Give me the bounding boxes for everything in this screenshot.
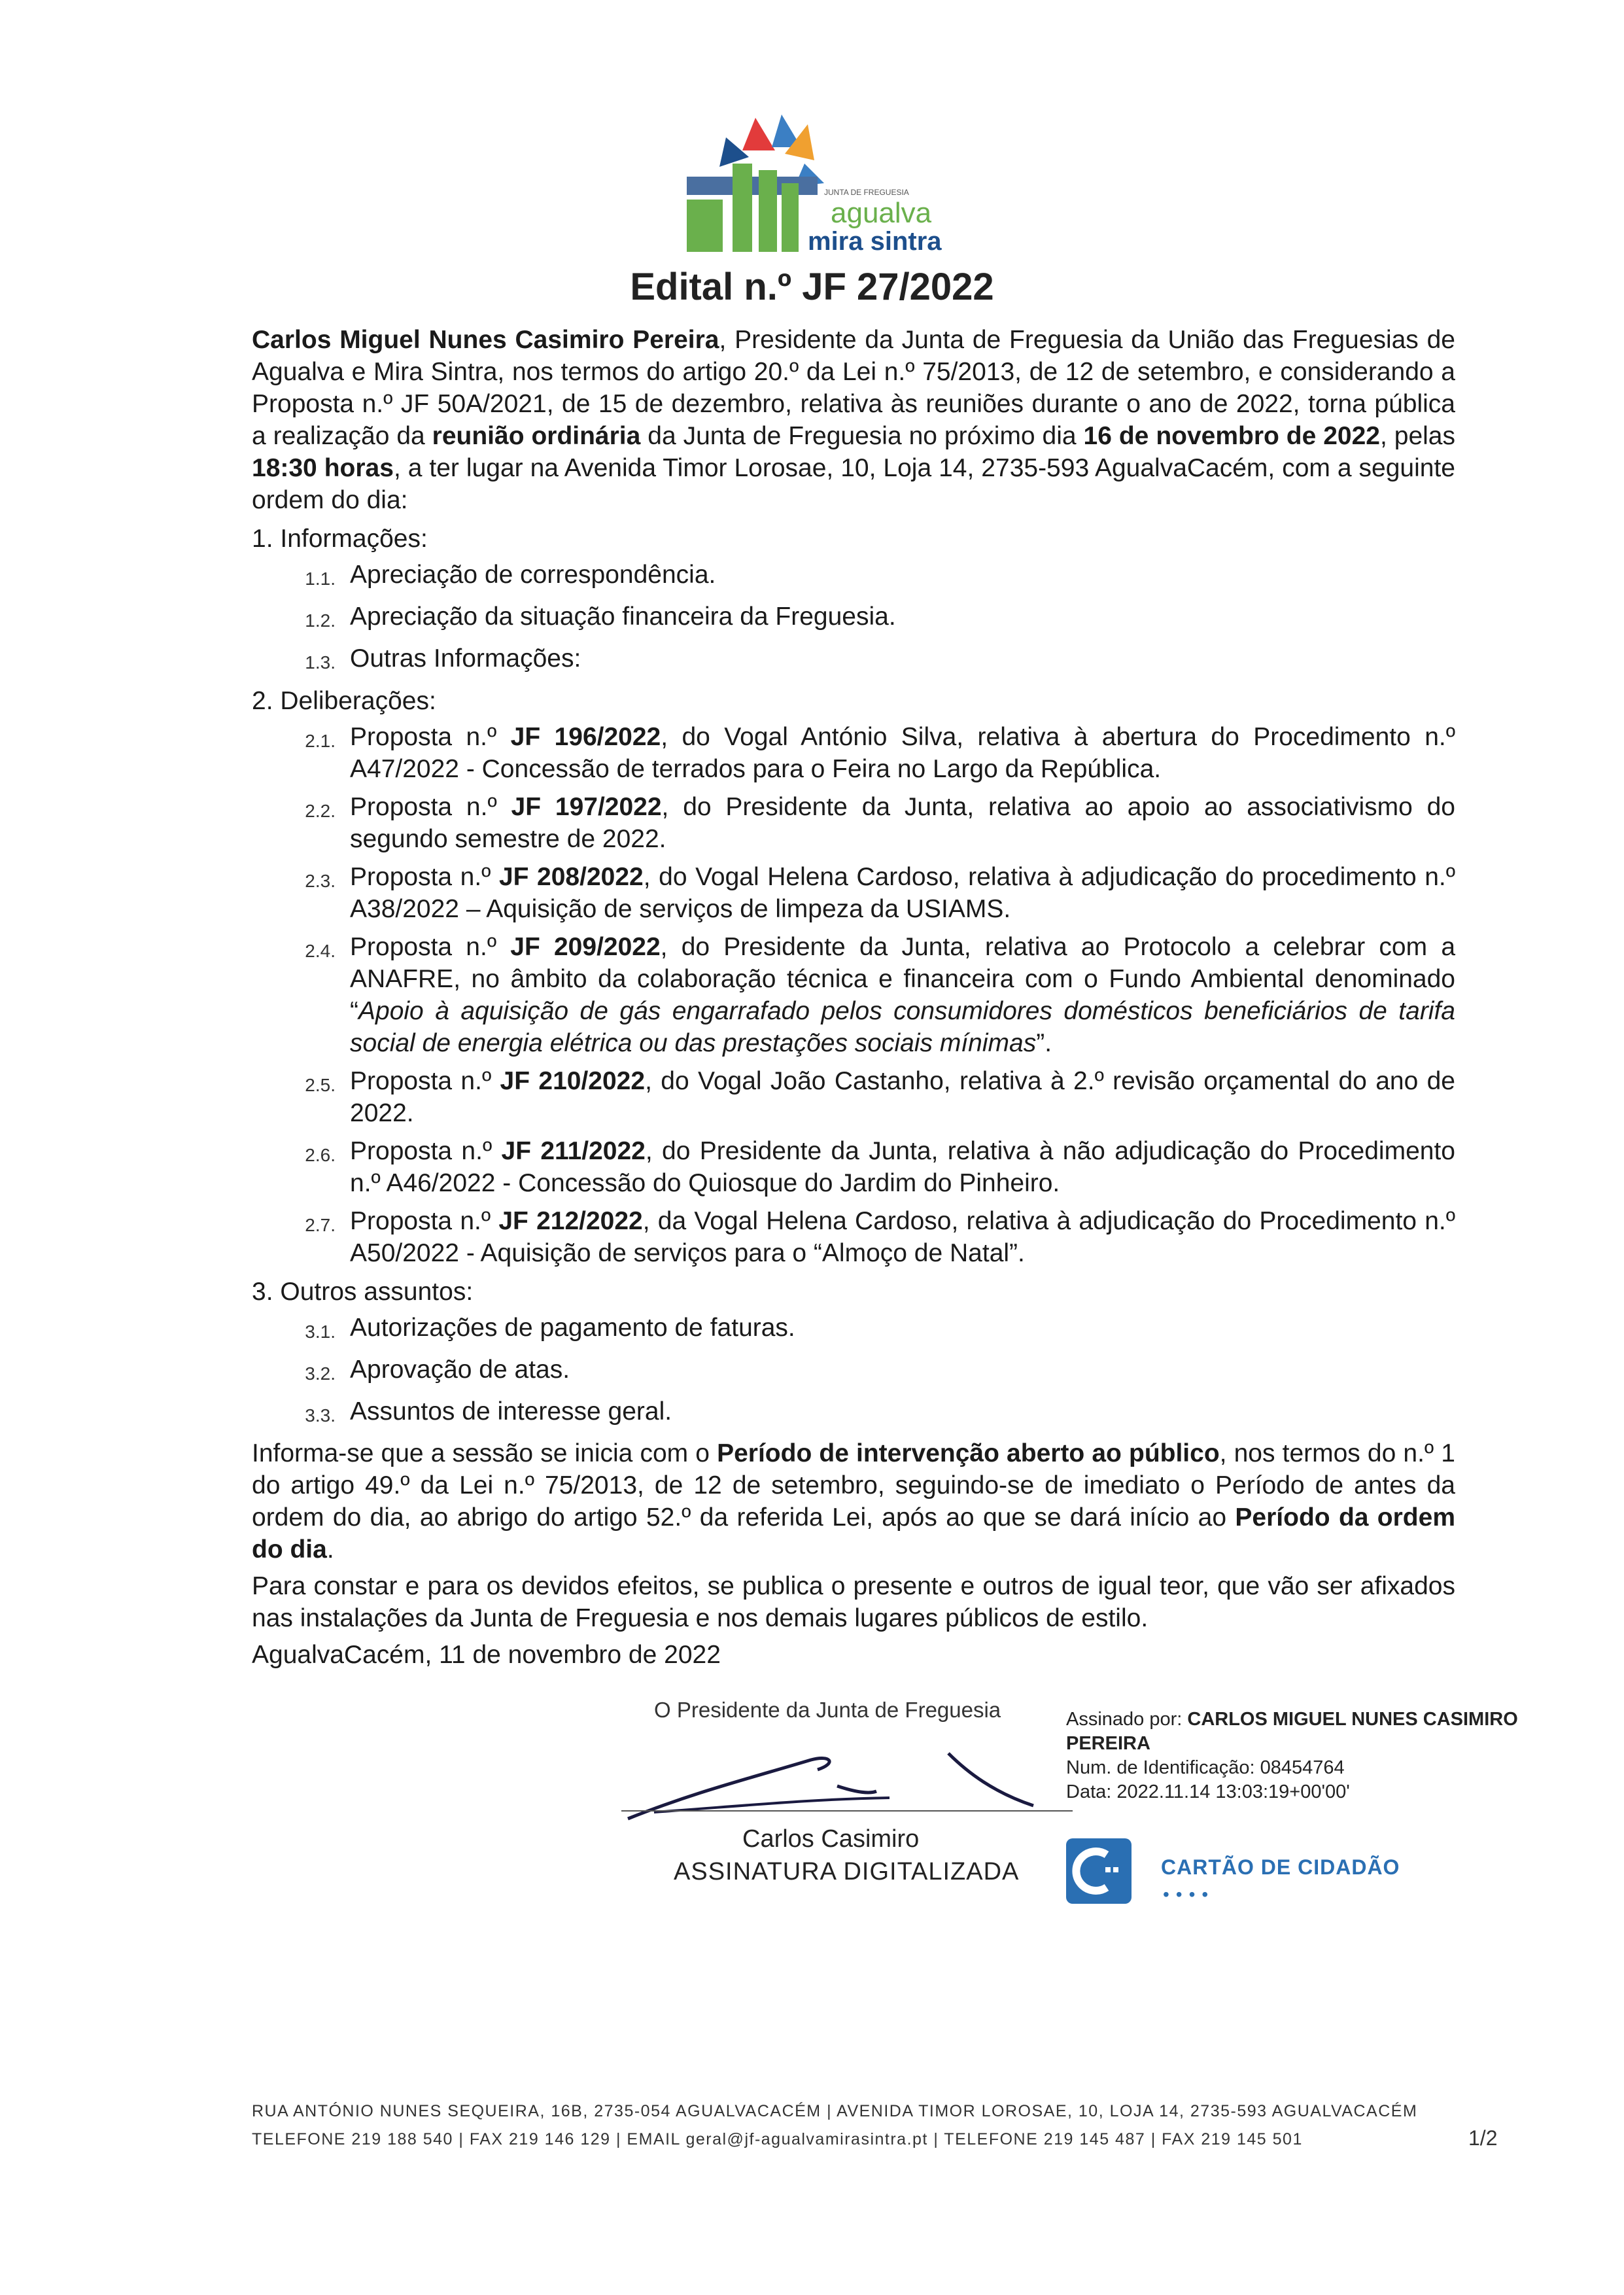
agenda-item-bold: JF 196/2022 — [510, 723, 661, 751]
intro-paragraph — [252, 324, 1455, 516]
meeting-time: 18:30 horas — [252, 454, 394, 482]
date-line: AgualvaCacém, 11 de novembro de 2022 — [252, 1641, 721, 1669]
publication-paragraph: Para constar e para os devidos efeitos, se publica o presente e outros de igual teor, que vão ser afixados nas instalações da Junta de Freguesia e nos demais lugares públicos de estilo. — [252, 1572, 1455, 1632]
agenda-item-number: 2.1. — [305, 731, 336, 751]
agenda-item-text — [350, 861, 1455, 925]
agenda-item-bold: JF 209/2022 — [510, 933, 661, 961]
agenda-item-end: ”. — [1036, 1029, 1052, 1057]
logo-line2: mira sintra — [808, 227, 942, 256]
agenda-item-italic: Apoio à aquisição de gás engarrafado pelos consumidores domésticos beneficiários de tarifa social de energia elétrica ou das prestações sociais mínimas — [350, 997, 1455, 1057]
section-heading-1: 1. Informações: — [252, 525, 428, 553]
agenda-item-pre: Proposta n.º — [350, 723, 511, 751]
agenda-item — [252, 1312, 1455, 1348]
agenda-item-text: Aprovação de atas. — [350, 1356, 570, 1384]
signed-by-line — [1066, 1708, 1524, 1756]
section-heading-3: 3. Outros assuntos: — [252, 1278, 474, 1306]
agenda-item-text — [350, 721, 1455, 785]
agenda-item — [252, 721, 1455, 785]
agenda-item-pre: Proposta n.º — [350, 1137, 502, 1165]
agenda-item-number: 1.3. — [305, 652, 336, 673]
agenda-item-text — [350, 931, 1455, 1059]
agenda-item-pre: Proposta n.º — [350, 1067, 500, 1095]
agenda-item-post: , do Presidente da Junta, relativa ao apoio ao associativismo do segundo semestre de 2022. — [350, 793, 1455, 853]
agenda-item — [252, 1065, 1455, 1129]
junta-logo — [667, 111, 981, 262]
agenda-item-text — [350, 1065, 1455, 1129]
cartao-cidadao-icon — [1066, 1838, 1132, 1904]
signature-date: Data: 2022.11.14 13:03:19+00'00' — [1066, 1781, 1350, 1802]
agenda-item-text: Outras Informações: — [350, 644, 581, 673]
session-paragraph — [252, 1437, 1455, 1566]
intro-text-3: , pelas — [1379, 422, 1455, 450]
agenda-item-text: Autorizações de pagamento de faturas. — [350, 1314, 795, 1342]
agenda-item-number: 3.2. — [305, 1363, 336, 1384]
agenda-item — [252, 1135, 1455, 1199]
handwritten-signature — [615, 1734, 1086, 1838]
agenda-item-number: 2.4. — [305, 941, 336, 961]
para1-text-3: . — [326, 1535, 334, 1564]
agenda-item-number: 1.1. — [305, 569, 336, 589]
section-heading-2: 2. Deliberações: — [252, 687, 436, 715]
document-title: Edital n.º JF 27/2022 — [630, 266, 994, 308]
agenda-item-pre: Proposta n.º — [350, 1207, 499, 1235]
agenda-item-post: , do Vogal António Silva, relativa à abertura do Procedimento n.º A47/2022 - Concessão de terrados para o Feira no Largo da República. — [350, 723, 1455, 783]
agenda-item-bold: JF 211/2022 — [501, 1137, 646, 1165]
agenda-item-number: 3.3. — [305, 1405, 336, 1426]
agenda-item-pre: Proposta n.º — [350, 793, 511, 821]
agenda-item-post: , do Presidente da Junta, relativa ao Protocolo a celebrar com a ANAFRE, no âmbito da colaboração técnica e financeira com o Fundo Ambiental denominado “ — [350, 933, 1456, 1025]
agenda-item-post: , do Presidente da Junta, relativa à não adjudicação do Procedimento n.º A46/2022 - Concessão do Quiosque do Jardim do Pinheiro. — [350, 1137, 1455, 1197]
agenda-item-text: Assuntos de interesse geral. — [350, 1397, 672, 1426]
signed-by-label: Assinado por: — [1066, 1709, 1188, 1730]
section-2-list — [252, 721, 1455, 1269]
section-3-list — [252, 1312, 1455, 1431]
logo-line1: agualva — [831, 197, 932, 229]
agenda-item-bold: JF 197/2022 — [511, 793, 662, 821]
agenda-item — [252, 642, 1455, 678]
section-1-list — [252, 559, 1455, 678]
id-number: Num. de Identificação: 08454764 — [1066, 1757, 1345, 1778]
agenda-item-number: 3.1. — [305, 1322, 336, 1342]
agenda-item — [252, 861, 1455, 925]
agenda-item-text — [350, 1205, 1455, 1269]
agenda-item-number: 1.2. — [305, 610, 336, 631]
para1-text-2: , nos termos do n.º 1 do artigo 49.º da Lei n.º 75/2013, de 12 de setembro, seguindo-se de imediato o Período de antes da ordem do dia, ao abrigo do artigo 52.º da referida Lei, após ao que se dará início ao — [252, 1439, 1455, 1532]
agenda-item-post: , do Vogal Helena Cardoso, relativa à adjudicação do procedimento n.º A38/2022 – Aquisição de serviços de limpeza da USIAMS. — [350, 863, 1455, 923]
para1-text-1: Informa-se que a sessão se inicia com o — [252, 1439, 717, 1467]
agenda-item — [252, 1205, 1455, 1269]
agenda-item — [252, 1395, 1455, 1431]
cartao-cidadao-label: CARTÃO DE CIDADÃO — [1161, 1855, 1400, 1879]
agenda-item — [252, 791, 1455, 855]
logo-emblem — [687, 114, 824, 252]
agenda-item-post: , da Vogal Helena Cardoso, relativa à adjudicação do Procedimento n.º A50/2022 - Aquisição de serviços para o “Almoço de Natal”. — [350, 1207, 1455, 1267]
footer-contacts: TELEFONE 219 188 540 | FAX 219 146 129 | EMAIL geral@jf-agualvamirasintra.pt | TELEFONE 219 145 487 | FAX 219 145 501 — [252, 2130, 1303, 2148]
agenda-item-text: Apreciação da situação financeira da Freguesia. — [350, 603, 896, 631]
president-name: Carlos Miguel Nunes Casimiro Pereira — [252, 326, 719, 354]
agenda-item-post: , do Vogal João Castanho, relativa à 2.º revisão orçamental do ano de 2022. — [350, 1067, 1455, 1127]
agenda-item-bold: JF 210/2022 — [500, 1067, 646, 1095]
para1-bold-2: Período da ordem do dia — [252, 1503, 1456, 1564]
signature-role: O Presidente da Junta de Freguesia — [654, 1698, 1001, 1722]
agenda-item — [252, 931, 1455, 1059]
agenda-item-number: 2.6. — [305, 1145, 336, 1165]
agenda-item-number: 2.7. — [305, 1215, 336, 1235]
logo-small-text: JUNTA DE FREGUESIA — [824, 188, 909, 197]
agenda-item — [252, 559, 1455, 595]
agenda-item-number: 2.5. — [305, 1075, 336, 1095]
agenda-item-bold: JF 212/2022 — [498, 1207, 643, 1235]
page-number: 1/2 — [1468, 2126, 1498, 2150]
intro-text-1: , Presidente da Junta de Freguesia da União das Freguesias de Agualva e Mira Sintra, nos termos do artigo 20.º da Lei n.º 75/2013, de 12 de setembro, e considerando a Proposta n.º JF 50A/2021, de 15 de dezembro, relativa às reuniões durante o ano de 2022, torna pública a realização da — [252, 326, 1455, 450]
agenda-item-pre: Proposta n.º — [350, 933, 511, 961]
agenda-item-bold: JF 208/2022 — [498, 863, 644, 891]
cartao-cidadao-dots: •••• — [1163, 1884, 1215, 1904]
agenda-item-number: 2.2. — [305, 801, 336, 821]
intro-bold-1: reunião ordinária — [432, 422, 641, 450]
footer-addresses: RUA ANTÓNIO NUNES SEQUEIRA, 16B, 2735-054 AGUALVACACÉM | AVENIDA TIMOR LOROSAE, 10, LOJA 14, 2735-593 AGUALVACACÉM — [252, 2102, 1418, 2120]
signer-full-name: CARLOS MIGUEL NUNES CASIMIRO PEREIRA — [1066, 1709, 1518, 1754]
intro-text-4: , a ter lugar na Avenida Timor Lorosae, 10, Loja 14, 2735-593 AgualvaCacém, com a seguinte ordem do dia: — [252, 454, 1455, 514]
intro-text-2: da Junta de Freguesia no próximo dia — [640, 422, 1084, 450]
signer-name: Carlos Casimiro — [742, 1825, 920, 1853]
agenda-item-text — [350, 1135, 1455, 1199]
meeting-date: 16 de novembro de 2022 — [1083, 422, 1380, 450]
agenda-item-text — [350, 791, 1455, 855]
digital-signature-label: ASSINATURA DIGITALIZADA — [674, 1858, 1020, 1885]
para1-bold-1: Período de intervenção aberto ao público — [717, 1439, 1220, 1467]
digital-signature-info — [1066, 1708, 1524, 1804]
agenda-item — [252, 1354, 1455, 1390]
agenda-item-text: Apreciação de correspondência. — [350, 561, 716, 589]
agenda-item-pre: Proposta n.º — [350, 863, 499, 891]
document-body — [252, 324, 1455, 1675]
agenda-item — [252, 601, 1455, 637]
agenda-item-number: 2.3. — [305, 871, 336, 891]
